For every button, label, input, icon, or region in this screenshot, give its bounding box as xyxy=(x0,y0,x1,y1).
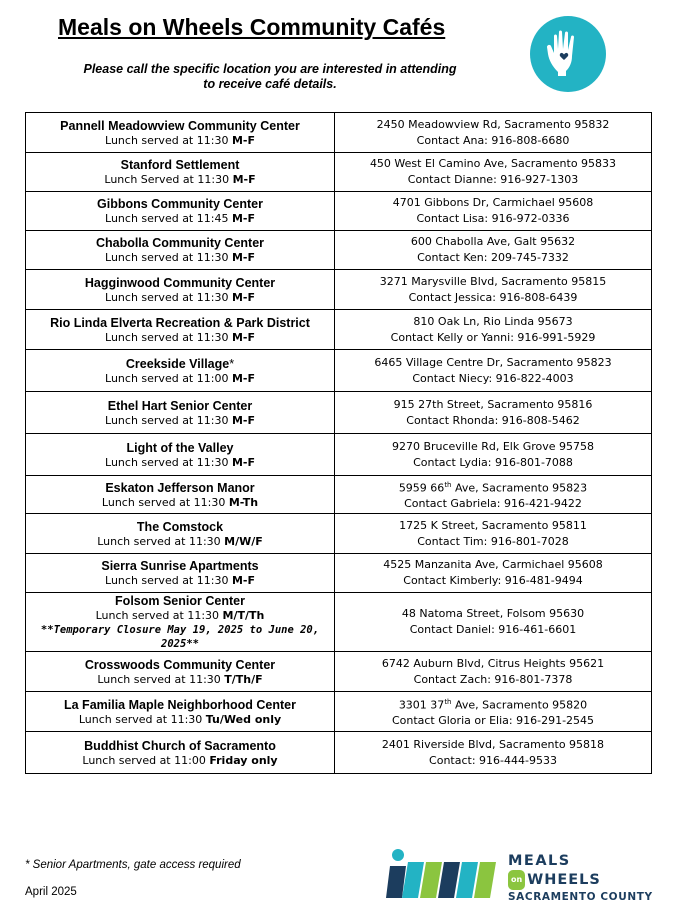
logo-on-badge: on xyxy=(508,870,525,890)
location-name: Creekside Village* xyxy=(125,356,235,371)
logo-meals: MEALS xyxy=(508,853,571,869)
location-contact: Contact Niecy: 916-822-4003 xyxy=(412,371,574,385)
location-row xyxy=(26,270,652,310)
location-address: 915 27th Street, Sacramento 95816 xyxy=(393,397,593,411)
location-contact-cell xyxy=(335,652,652,692)
location-row xyxy=(26,192,652,231)
logo-county: SACRAMENTO COUNTY xyxy=(508,891,653,903)
location-name: Crosswoods Community Center xyxy=(84,657,276,672)
location-info-cell xyxy=(26,692,335,732)
location-contact: Contact Jessica: 916-808-6439 xyxy=(408,290,578,304)
meals-on-wheels-logo-icon xyxy=(386,846,506,904)
location-contact-cell xyxy=(335,434,652,476)
meals-on-wheels-logo xyxy=(386,846,656,906)
location-name: Rio Linda Elverta Recreation & Park District xyxy=(50,315,310,330)
location-row xyxy=(26,153,652,192)
location-name: The Comstock xyxy=(136,519,224,534)
location-address: 600 Chabolla Ave, Galt 95632 xyxy=(410,235,576,248)
lunch-time: Lunch served at 11:30 T/Th/F xyxy=(97,672,263,686)
location-name: Buddhist Church of Sacramento xyxy=(84,738,276,753)
location-contact-cell xyxy=(335,350,652,392)
location-address: 1725 K Street, Sacramento 95811 xyxy=(399,518,587,532)
location-row xyxy=(26,554,652,593)
location-name: Chabolla Community Center xyxy=(95,236,265,250)
location-contact-cell xyxy=(335,732,652,774)
location-address: 4525 Manzanita Ave, Carmichael 95608 xyxy=(383,558,603,571)
location-row xyxy=(26,434,652,476)
location-contact-cell xyxy=(335,113,652,153)
logo-text xyxy=(508,852,653,904)
location-address: 3271 Marysville Blvd, Sacramento 95815 xyxy=(379,274,607,288)
document-date: April 2025 xyxy=(25,886,77,898)
location-row xyxy=(26,113,652,153)
location-contact: Contact Lydia: 916-801-7088 xyxy=(413,455,573,469)
location-row xyxy=(26,476,652,514)
location-contact-cell xyxy=(335,476,652,514)
location-address: 6465 Village Centre Dr, Sacramento 95823 xyxy=(374,355,612,369)
location-row xyxy=(26,310,652,350)
location-info-cell xyxy=(26,514,335,554)
footnote: * Senior Apartments, gate access required xyxy=(25,859,241,871)
location-name: Light of the Valley xyxy=(126,440,234,455)
location-contact-cell xyxy=(335,310,652,350)
location-name: Ethel Hart Senior Center xyxy=(107,398,253,413)
location-contact-cell xyxy=(335,153,652,192)
location-row xyxy=(26,692,652,732)
location-contact: Contact Zach: 916-801-7378 xyxy=(413,672,573,686)
lunch-time: Lunch served at 11:30 M-F xyxy=(105,251,255,264)
lunch-time: Lunch served at 11:30 M-F xyxy=(105,290,255,304)
logo-wheels-line xyxy=(508,870,653,890)
location-info-cell xyxy=(26,113,335,153)
location-row xyxy=(26,514,652,554)
lunch-time: Lunch served at 11:45 M-F xyxy=(105,212,255,225)
location-row xyxy=(26,350,652,392)
location-contact: Contact Ana: 916-808-6680 xyxy=(416,133,570,147)
location-address: 450 West El Camino Ave, Sacramento 95833 xyxy=(369,157,617,170)
location-info-cell xyxy=(26,350,335,392)
location-contact: Contact Rhonda: 916-808-5462 xyxy=(406,413,580,427)
lunch-time: Lunch served at 11:00 M-F xyxy=(105,371,255,385)
instructions-line-1: Please call the specific location you are interested in attending xyxy=(83,62,457,76)
location-info-cell xyxy=(26,153,335,192)
lunch-time: Lunch Served at 11:30 M-F xyxy=(104,173,256,186)
location-contact: Contact Daniel: 916-461-6601 xyxy=(409,623,577,636)
closure-notice: **Temporary Closure May 19, 2025 to June 20, 2025** xyxy=(40,624,320,650)
location-contact: Contact Kelly or Yanni: 916-991-5929 xyxy=(390,330,596,344)
location-info-cell xyxy=(26,310,335,350)
location-contact-cell xyxy=(335,392,652,434)
location-address: 9270 Bruceville Rd, Elk Grove 95758 xyxy=(391,439,595,453)
location-address: 3301 37th Ave, Sacramento 95820 xyxy=(398,697,588,712)
location-contact-cell xyxy=(335,231,652,270)
location-row xyxy=(26,652,652,692)
location-contact: Contact Tim: 916-801-7028 xyxy=(417,534,569,548)
location-info-cell xyxy=(26,392,335,434)
location-name: La Familia Maple Neighborhood Center xyxy=(64,697,296,712)
location-info-cell xyxy=(26,434,335,476)
logo-wheels: WHEELS xyxy=(527,872,601,888)
location-contact: Contact Ken: 209-745-7332 xyxy=(417,251,569,264)
hand-heart-icon xyxy=(530,16,606,92)
location-info-cell xyxy=(26,231,335,270)
location-address: 4701 Gibbons Dr, Carmichael 95608 xyxy=(392,196,594,209)
lunch-time: Lunch served at 11:30 M-F xyxy=(105,133,255,147)
lunch-time: Lunch served at 11:30 M-F xyxy=(105,455,255,469)
location-row xyxy=(26,593,652,652)
location-info-cell xyxy=(26,554,335,593)
lunch-time: Lunch served at 11:30 M-F xyxy=(105,330,255,344)
lunch-time: Lunch served at 11:30 M-F xyxy=(105,574,255,587)
location-contact-cell xyxy=(335,692,652,732)
location-name: Eskaton Jefferson Manor xyxy=(105,480,255,495)
location-contact-cell xyxy=(335,554,652,593)
location-info-cell xyxy=(26,476,335,514)
lunch-time: Lunch served at 11:30 M/T/Th xyxy=(95,609,265,622)
location-name: Gibbons Community Center xyxy=(97,197,263,211)
location-row xyxy=(26,392,652,434)
location-info-cell xyxy=(26,192,335,231)
location-contact: Contact: 916-444-9533 xyxy=(429,753,557,767)
locations-table xyxy=(25,112,652,774)
location-info-cell xyxy=(26,270,335,310)
instructions xyxy=(60,62,480,92)
location-contact-cell xyxy=(335,514,652,554)
location-address: 6742 Auburn Blvd, Citrus Heights 95621 xyxy=(381,656,605,670)
location-row xyxy=(26,732,652,774)
location-contact: Contact Lisa: 916-972-0336 xyxy=(416,212,570,225)
lunch-time: Lunch served at 11:30 M/W/F xyxy=(97,534,263,548)
location-name: Pannell Meadowview Community Center xyxy=(60,118,300,133)
location-address: 2401 Riverside Blvd, Sacramento 95818 xyxy=(381,737,605,751)
location-contact-cell xyxy=(335,593,652,652)
location-info-cell xyxy=(26,732,335,774)
lunch-time: Lunch served at 11:30 M-F xyxy=(105,413,255,427)
location-address: 5959 66th Ave, Sacramento 95823 xyxy=(398,480,588,495)
location-name: Hagginwood Community Center xyxy=(84,275,276,290)
location-address: 2450 Meadowview Rd, Sacramento 95832 xyxy=(376,117,610,131)
lunch-time: Lunch served at 11:30 M-Th xyxy=(101,495,259,509)
page-title: Meals on Wheels Community Cafés xyxy=(58,14,446,40)
location-name: Stanford Settlement xyxy=(120,158,240,172)
instructions-line-2: to receive café details. xyxy=(203,77,337,91)
location-info-cell xyxy=(26,652,335,692)
location-contact-cell xyxy=(335,270,652,310)
lunch-time: Lunch served at 11:00 Friday only xyxy=(82,753,278,767)
location-name: Folsom Senior Center xyxy=(115,594,245,608)
location-contact-cell xyxy=(335,192,652,231)
location-row xyxy=(26,231,652,270)
location-address: 810 Oak Ln, Rio Linda 95673 xyxy=(413,314,573,328)
location-info-cell xyxy=(26,593,335,652)
location-contact: Contact Gloria or Elia: 916-291-2545 xyxy=(391,714,595,728)
location-contact: Contact Dianne: 916-927-1303 xyxy=(407,173,579,186)
location-address: 48 Natoma Street, Folsom 95630 xyxy=(401,607,585,620)
location-contact: Contact Gabriela: 916-421-9422 xyxy=(404,497,582,511)
location-name: Sierra Sunrise Apartments xyxy=(101,559,259,573)
lunch-time: Lunch served at 11:30 Tu/Wed only xyxy=(78,712,282,726)
location-contact: Contact Kimberly: 916-481-9494 xyxy=(403,574,583,587)
